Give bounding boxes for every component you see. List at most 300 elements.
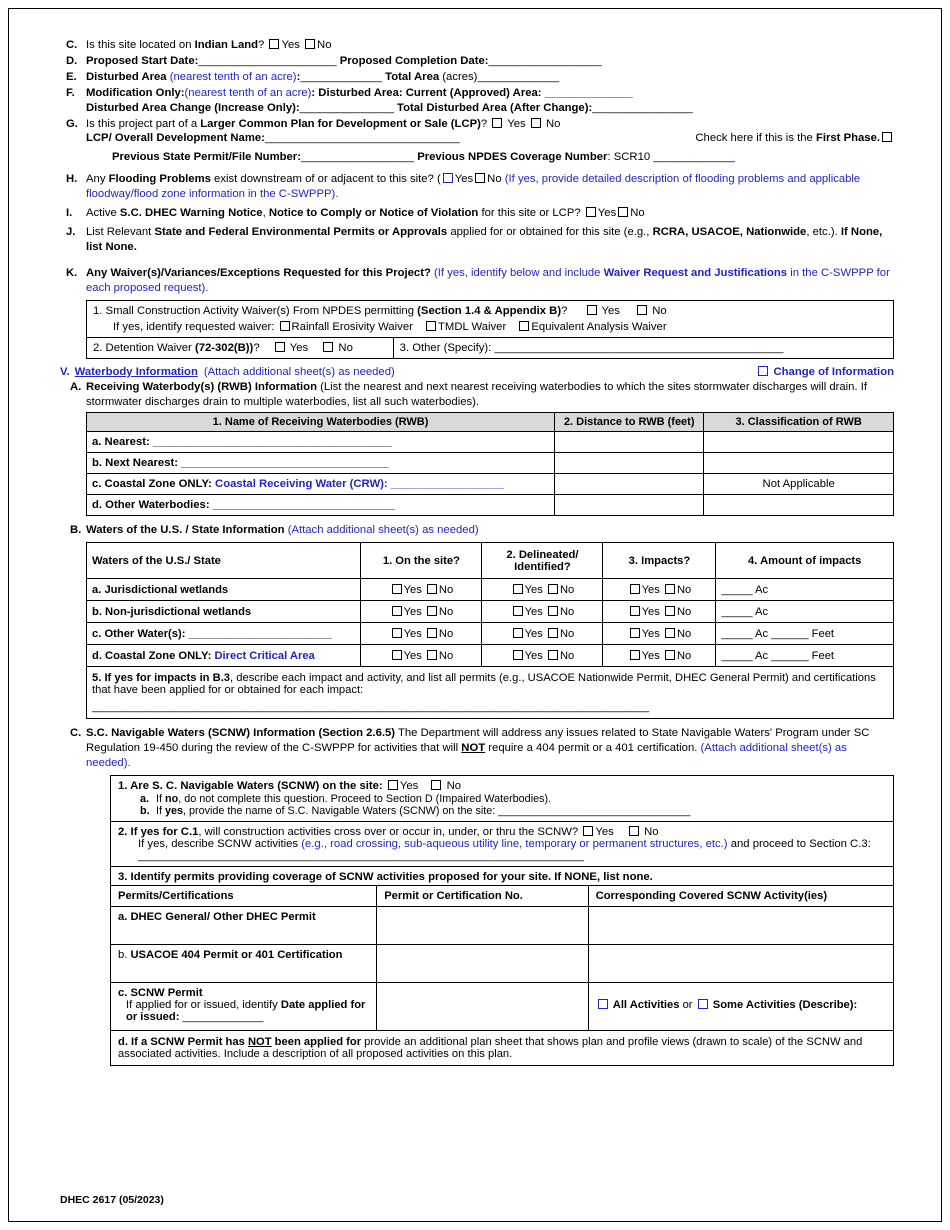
rwb-next-nearest-cell[interactable]	[87, 453, 555, 474]
permit-usacoe-number[interactable]	[377, 945, 588, 983]
table-row	[87, 601, 894, 623]
rwb-nearest-cell[interactable]	[87, 432, 555, 453]
scnw-q1a	[140, 793, 886, 805]
scnw-box	[110, 775, 894, 1066]
scnw-q1-cell	[111, 776, 894, 822]
wus-coastal-amount[interactable]	[716, 645, 894, 667]
previous-permit-label: Previous State Permit/File Number:	[112, 151, 301, 164]
no-label: No	[559, 605, 575, 618]
yes-label: Yes	[641, 583, 660, 596]
scnw-q1a-text2: , do not complete this question. Proceed to Section D (Impaired Waterbodies).	[178, 793, 552, 806]
wus-note-text: , describe each impact and activity, and list all permits (e.g., USACOE Nationwide Permit, DHEC General Permit) and certifications that have been applied for or obtained for each impact:	[92, 672, 876, 697]
wus-nonjurisdictional-amount[interactable]	[716, 601, 894, 623]
nonjurisdictional-impacts-yes-checkbox[interactable]	[630, 606, 640, 616]
scnw-q1-label: 1. Are S. C. Navigable Waters (SCNW) on the site:	[118, 780, 383, 793]
wus-coastal-delineated[interactable]	[482, 645, 603, 667]
lcp-no-checkbox[interactable]	[531, 118, 541, 128]
other-waiver-cell[interactable]	[393, 337, 893, 358]
rwb-coastal-cell[interactable]	[87, 474, 555, 495]
wus-note-row	[87, 667, 894, 719]
warning-text3: for this site or LCP?	[478, 207, 581, 220]
scnw-q2-row	[111, 822, 894, 867]
total-disturbed-after-label: Total Disturbed Area (After Change):	[397, 101, 593, 114]
nonjurisdictional-onsite-yes-checkbox[interactable]	[392, 606, 402, 616]
lcp-name-label: LCP/ Overall Development Name:	[86, 132, 265, 145]
first-phase-checkbox[interactable]	[882, 132, 892, 142]
wus-coastal-label	[87, 645, 361, 667]
lcp-name-input[interactable]: _______________________________	[264, 132, 460, 145]
detention-no-label: No	[338, 341, 353, 354]
rwb-nearest-distance[interactable]	[555, 432, 704, 453]
scnw-onsite-no-checkbox[interactable]	[431, 780, 441, 790]
yes-label: Yes	[641, 605, 660, 618]
table-row	[87, 495, 894, 516]
scnw-q1b	[140, 805, 886, 817]
wus-note-blank[interactable]: ______________________________________________________________________________________________	[92, 701, 649, 714]
scnw-q1a-letter: a.	[140, 793, 150, 806]
yes-label: Yes	[403, 583, 422, 596]
permit-scnw-number[interactable]	[377, 983, 588, 1031]
item-i-letter: I.	[66, 207, 73, 220]
permit-usacoe-label	[111, 945, 377, 983]
wus-other-label[interactable]: c. Other Water(s): _______________________	[87, 623, 361, 645]
other-delineated-no-checkbox[interactable]	[548, 628, 558, 638]
permit-scnw-title: c. SCNW Permit	[118, 987, 203, 1000]
wus-jurisdictional-label: a. Jurisdictional wetlands	[87, 579, 361, 601]
receiving-waterbodies-table	[86, 412, 894, 516]
small-construction-waiver-q: ?	[561, 304, 568, 317]
yes-label: Yes	[524, 627, 543, 640]
lcp-bold: Larger Common Plan for Development or Sale (LCP)	[200, 117, 481, 130]
rwb-coastal-blue: Coastal Receiving Water (CRW): __________________	[211, 478, 504, 491]
current-approved-area-label[interactable]: : Disturbed Area: Current (Approved) Area: ______________	[311, 86, 633, 99]
small-construction-waiver-ref: (Section 1.4 & Appendix B)	[417, 304, 562, 317]
rwb-nearest-label: a. Nearest: ______________________________________	[92, 436, 392, 449]
permit-scnw-sub2[interactable]: _____________	[179, 1011, 264, 1024]
yes-label: Yes	[524, 649, 543, 662]
no-label: No	[559, 583, 575, 596]
rwb-info-text: (List the nearest and next nearest receiving waterbodies to which the sites stormwater discharges will drain. If stormwater discharges drain to multiple waterbodies, list all such waterbodies).	[86, 380, 868, 408]
coastal-impacts-yes-checkbox[interactable]	[630, 650, 640, 660]
item-j-letter: J.	[66, 225, 76, 238]
item-c-bold: Indian Land	[194, 39, 259, 51]
proposed-completion-date-input[interactable]: __________________	[488, 54, 602, 67]
table-row	[111, 983, 894, 1031]
section-v-number: V.	[60, 365, 70, 378]
jurisdictional-delineated-no-checkbox[interactable]	[548, 584, 558, 594]
scnw-cross-yes-checkbox[interactable]	[583, 826, 593, 836]
jurisdictional-impacts-yes-checkbox[interactable]	[630, 584, 640, 594]
coastal-onsite-no-checkbox[interactable]	[427, 650, 437, 660]
permit-final-note	[111, 1031, 894, 1066]
detention-no-checkbox[interactable]	[323, 342, 333, 352]
yes-label: Yes	[641, 649, 660, 662]
item-i	[60, 206, 894, 221]
scnw-q1a-bold: no	[165, 793, 179, 806]
tmdl-waiver-checkbox[interactable]	[426, 321, 436, 331]
warning-text1: Active	[86, 207, 120, 220]
permit-dhec-label: a. DHEC General/ Other DHEC Permit	[111, 907, 377, 945]
total-area-note: (acres)	[442, 70, 478, 83]
detention-yes-label: Yes	[289, 341, 309, 354]
coastal-delineated-no-checkbox[interactable]	[548, 650, 558, 660]
wus-other-delineated[interactable]	[482, 623, 603, 645]
wus-jurisdictional-delineated[interactable]	[482, 579, 603, 601]
proposed-start-date-label: Proposed Start Date:	[86, 54, 199, 67]
coastal-onsite-yes-checkbox[interactable]	[392, 650, 402, 660]
other-impacts-yes-checkbox[interactable]	[630, 628, 640, 638]
some-activities-checkbox[interactable]	[698, 999, 708, 1009]
scnw-q1-row	[111, 776, 894, 822]
wus-jurisdictional-impacts[interactable]	[603, 579, 716, 601]
other-delineated-yes-checkbox[interactable]	[513, 628, 523, 638]
permit-final-bold2: been applied for	[271, 1036, 362, 1049]
item-c-text-after: ?	[258, 39, 265, 51]
nonjurisdictional-onsite-no-checkbox[interactable]	[427, 606, 437, 616]
no-label: No	[438, 649, 454, 662]
small-construction-waiver-label: 1. Small Construction Activity Waiver(s) From NPDES permitting	[93, 304, 418, 317]
wus-note-bold: 5. If yes for impacts in B.3	[92, 672, 231, 685]
flooding-text1: Any	[86, 173, 109, 186]
scnw-info-not: NOT	[461, 742, 486, 755]
table-row	[87, 579, 894, 601]
permit-usacoe-prefix: b.	[118, 949, 131, 962]
wus-nonjurisdictional-onsite[interactable]	[361, 601, 482, 623]
flooding-yes-checkbox[interactable]	[443, 173, 453, 183]
scnw-q2-cell	[111, 822, 894, 867]
rwb-nearest-class[interactable]	[704, 432, 894, 453]
yes-label: Yes	[524, 583, 543, 596]
item-g	[60, 117, 894, 166]
wus-nonjurisdictional-label: b. Non-jurisdictional wetlands	[87, 601, 361, 623]
section-v-header	[60, 366, 894, 378]
permit-scnw-sub1: If applied for or issued, identify	[126, 999, 281, 1012]
flooding-text2: exist downstream of or adjacent to this site? (	[210, 173, 441, 186]
wus-other-impacts[interactable]	[603, 623, 716, 645]
scnw-onsite-no-label: No	[446, 780, 462, 793]
scnw-q3-label: 3. Identify permits providing coverage of SCNW activities proposed for your site. If NONE, list none.	[118, 871, 653, 884]
rwb-coastal-class: Not Applicable	[704, 474, 894, 495]
wus-header-amount: 4. Amount of impacts	[716, 543, 894, 579]
waiver-question: Any Waiver(s)/Variances/Exceptions Requested for this Project?	[86, 266, 431, 279]
amount-ac-field: _____ Ac	[721, 649, 769, 662]
item-d-letter: D.	[66, 54, 78, 67]
scnw-q3-cell	[111, 867, 894, 886]
scnw-q1a-text1: If	[156, 793, 165, 806]
no-label: No	[676, 583, 692, 596]
rwb-coastal-distance[interactable]	[555, 474, 704, 495]
warning-no-label: No	[630, 207, 645, 220]
wus-nonjurisdictional-impacts[interactable]	[603, 601, 716, 623]
previous-npdes-label: Previous NPDES Coverage Number	[417, 151, 608, 164]
scnw-q2-label: 2. If yes for C.1	[118, 826, 199, 839]
item-g-letter: G.	[66, 117, 78, 130]
table-row	[87, 432, 894, 453]
section-v-subtitle: (Attach additional sheet(s) as needed)	[203, 365, 395, 378]
yes-label: Yes	[641, 627, 660, 640]
section-v-b-letter: B.	[70, 524, 82, 537]
no-label: No	[559, 627, 575, 640]
proposed-start-date-input[interactable]: ______________________	[198, 54, 337, 67]
detention-waiver-label: 2. Detention Waiver	[93, 341, 195, 354]
scnw-q1b-text1: If	[156, 805, 165, 818]
item-j	[60, 225, 894, 255]
waiver-row-1	[87, 300, 894, 321]
yes-label: Yes	[403, 627, 422, 640]
waiver-note-b: in the C-SWPPP for each proposed request).	[86, 266, 890, 294]
nonjurisdictional-impacts-no-checkbox[interactable]	[665, 606, 675, 616]
scnw-q2-sub2[interactable]: and proceed to Section C.3: _______________________________________________________________________	[138, 838, 871, 863]
scw-no-label: No	[652, 304, 667, 317]
wus-other-amount[interactable]	[716, 623, 894, 645]
scnw-permit-table	[110, 885, 894, 1066]
permits-bold1: State and Federal Environmental Permits or Approvals	[154, 225, 448, 238]
flooding-note: (If yes, provide detailed description of flooding problems and applicable floodway/flood zone information in the C-SWPPP).	[86, 173, 861, 201]
wus-info-note: (Attach additional sheet(s) as needed)	[287, 524, 479, 537]
all-activities-checkbox[interactable]	[598, 999, 608, 1009]
amount-feet-field: ______ Feet	[771, 649, 835, 662]
change-of-information[interactable]	[756, 366, 894, 378]
amount-ac-field: _____ Ac	[721, 605, 769, 618]
no-label: No	[438, 605, 454, 618]
permit-header-row	[111, 886, 894, 907]
scnw-q1b-letter: b.	[140, 805, 150, 818]
rwb-next-nearest-class[interactable]	[704, 453, 894, 474]
rwb-other-class[interactable]	[704, 495, 894, 516]
wus-info-bold: Waters of the U.S. / State Information	[86, 524, 285, 537]
other-onsite-no-checkbox[interactable]	[427, 628, 437, 638]
permit-usacoe-bold: USACOE 404 Permit or 401 Certification	[130, 949, 343, 962]
total-area-label: Total Area	[385, 70, 440, 83]
wus-nonjurisdictional-delineated[interactable]	[482, 601, 603, 623]
scnw-q2-sub-blue: (e.g., road crossing, sub-aqueous utility line, temporary or permanent structures, etc.)	[301, 838, 728, 851]
flooding-no-checkbox[interactable]	[475, 173, 485, 183]
table-row	[87, 474, 894, 495]
indian-land-no-label: No	[317, 39, 332, 51]
lcp-yes-checkbox[interactable]	[492, 118, 502, 128]
permit-scnw-label	[111, 983, 377, 1031]
item-e-letter: E.	[66, 70, 77, 83]
other-onsite-yes-checkbox[interactable]	[392, 628, 402, 638]
waiver-note-a: (If yes, identify below and include	[434, 266, 604, 279]
nonjurisdictional-delineated-yes-checkbox[interactable]	[513, 606, 523, 616]
rwb-other-distance[interactable]	[555, 495, 704, 516]
yes-label: Yes	[524, 605, 543, 618]
scnw-q2-sub1: If yes, describe SCNW activities	[138, 838, 302, 851]
wus-jurisdictional-onsite[interactable]	[361, 579, 482, 601]
amount-ac-field: _____ Ac	[721, 583, 769, 596]
permit-header-activity: Corresponding Covered SCNW Activity(ies)	[588, 886, 893, 907]
scnw-q2-text: , will construction activities cross over or occur in, under, or thru the SCNW?	[198, 826, 579, 839]
permit-scnw-activity[interactable]	[588, 983, 893, 1031]
flooding-no-label: No	[487, 173, 502, 186]
wus-coastal-label-text: d. Coastal Zone ONLY:	[92, 649, 212, 662]
wus-header-row	[87, 543, 894, 579]
warning-bold2: Notice to Comply or Notice of Violation	[268, 207, 479, 220]
item-h	[60, 172, 894, 202]
flooding-bold: Flooding Problems	[108, 173, 211, 186]
first-phase-end: .	[876, 132, 880, 145]
section-v-c-letter: C.	[70, 727, 82, 740]
wus-header-label: Waters of the U.S./ State	[87, 543, 361, 579]
jurisdictional-onsite-yes-checkbox[interactable]	[392, 584, 402, 594]
waiver-note-bold: Waiver Request and Justifications	[603, 266, 788, 279]
warning-yes-label: Yes	[597, 207, 617, 220]
waters-us-state-table	[86, 542, 894, 719]
warning-text2: ,	[262, 207, 269, 220]
permit-final-row	[111, 1031, 894, 1066]
scnw-info-text2: require a 404 permit or a 401 certification.	[485, 742, 701, 755]
indian-land-yes-checkbox[interactable]	[269, 39, 279, 49]
yes-label: Yes	[403, 649, 422, 662]
scnw-onsite-yes-label: Yes	[399, 780, 419, 793]
scnw-info-text1: The Department will address any issues related to State Navigable Waters' Program under SC Regulation 19-450 during the review of the C-SWPPP for activities that will	[86, 727, 870, 755]
rwb-coastal-label: c. Coastal Zone ONLY:	[92, 478, 212, 491]
scnw-table	[110, 775, 894, 886]
scnw-q2-sub	[138, 838, 886, 862]
waiver-row-1-sub	[87, 321, 894, 338]
wus-header-delineated: 2. Delineated/ Identified?	[482, 543, 603, 579]
scw-sub-label: If yes, identify requested waiver:	[113, 320, 275, 333]
table-row	[111, 945, 894, 983]
activities-or: or	[679, 999, 696, 1012]
total-disturbed-after-input[interactable]: ________________	[592, 101, 693, 114]
permits-text3: , etc.).	[806, 225, 841, 238]
rwb-other-label: d. Other Waterbodies: _____________________________	[92, 499, 395, 512]
scnw-q1b-text2[interactable]: , provide the name of S.C. Navigable Waters (SCNW) on the site: ________________________________	[183, 805, 691, 818]
section-v-b	[60, 523, 894, 538]
permit-scnw-sub-bold: Date applied for or issued:	[126, 999, 366, 1024]
amount-feet-field: ______ Feet	[771, 627, 835, 640]
lcp-no-label: No	[545, 117, 561, 130]
permits-bold3: If None, list None.	[86, 225, 883, 253]
permits-text1: List Relevant	[86, 225, 155, 238]
rainfall-erosivity-waiver-checkbox[interactable]	[280, 321, 290, 331]
item-c-text: Is this site located on	[86, 39, 195, 51]
disturbed-area-input[interactable]: _____________	[300, 70, 383, 83]
permit-dhec-activity[interactable]	[588, 907, 893, 945]
coastal-impacts-no-checkbox[interactable]	[665, 650, 675, 660]
nonjurisdictional-delineated-no-checkbox[interactable]	[548, 606, 558, 616]
permit-header-type: Permits/Certifications	[111, 886, 377, 907]
no-label: No	[559, 649, 575, 662]
detention-waiver-q: ?	[253, 341, 260, 354]
proposed-completion-date-label: Proposed Completion Date:	[339, 54, 489, 67]
no-label: No	[438, 583, 454, 596]
scnw-info-bold: S.C. Navigable Waters (SCNW) Information (Section 2.6.5)	[86, 727, 396, 740]
other-waiver-label: 3. Other (Specify): ______________________________________________	[399, 341, 784, 354]
scnw-onsite-yes-checkbox[interactable]	[388, 780, 398, 790]
detention-yes-checkbox[interactable]	[275, 342, 285, 352]
scnw-cross-no-checkbox[interactable]	[629, 826, 639, 836]
some-activities-label: Some Activities (Describe):	[712, 999, 858, 1012]
flooding-yes-label: Yes	[454, 173, 474, 186]
previous-permit-input[interactable]: __________________	[300, 151, 415, 164]
item-h-letter: H.	[66, 173, 78, 186]
previous-npdes-input[interactable]: : SCR10 _____________	[607, 151, 735, 164]
equivalent-analysis-waiver-label: Equivalent Analysis Waiver	[531, 320, 667, 333]
no-label: No	[676, 605, 692, 618]
permits-text2: applied for or obtained for this site (e.g.,	[447, 225, 653, 238]
item-f	[60, 86, 894, 116]
modification-only-label: Modification Only:	[86, 86, 185, 99]
jurisdictional-impacts-no-checkbox[interactable]	[665, 584, 675, 594]
scw-yes-checkbox[interactable]	[587, 305, 597, 315]
waiver-row-2	[87, 337, 894, 358]
permit-header-number: Permit or Certification No.	[377, 886, 588, 907]
wus-coastal-label-blue: Direct Critical Area	[211, 649, 315, 662]
scnw-info-note: (Attach additional sheet(s) as needed).	[86, 742, 847, 770]
permits-bold2: RCRA, USACOE, Nationwide	[652, 225, 807, 238]
permit-final-not: NOT	[247, 1036, 272, 1049]
scnw-q3-row	[111, 867, 894, 886]
section-v-c	[60, 726, 894, 771]
wus-coastal-onsite[interactable]	[361, 645, 482, 667]
scw-no-checkbox[interactable]	[637, 305, 647, 315]
tmdl-waiver-label: TMDL Waiver	[438, 320, 507, 333]
disturbed-area-change-input[interactable]: _______________	[299, 101, 394, 114]
item-d	[60, 54, 894, 69]
lcp-q: ?	[480, 117, 488, 130]
rwb-header-distance: 2. Distance to RWB (feet)	[555, 413, 704, 432]
other-impacts-no-checkbox[interactable]	[665, 628, 675, 638]
no-label: No	[676, 649, 692, 662]
rainfall-erosivity-waiver-label: Rainfall Erosivity Waiver	[291, 320, 413, 333]
rwb-other-cell[interactable]	[87, 495, 555, 516]
no-label: No	[676, 627, 692, 640]
change-of-information-checkbox[interactable]	[758, 366, 768, 376]
first-phase-text: Check here if this is the	[695, 132, 816, 145]
lcp-yes-label: Yes	[507, 117, 526, 130]
warning-bold1: S.C. DHEC Warning Notice	[119, 207, 263, 220]
warning-yes-checkbox[interactable]	[586, 207, 596, 217]
section-v-title: Waterbody Information	[74, 365, 198, 378]
jurisdictional-onsite-no-checkbox[interactable]	[427, 584, 437, 594]
rwb-header-name: 1. Name of Receiving Waterbodies (RWB)	[87, 413, 555, 432]
coastal-delineated-yes-checkbox[interactable]	[513, 650, 523, 660]
equivalent-analysis-waiver-checkbox[interactable]	[519, 321, 529, 331]
wus-coastal-impacts[interactable]	[603, 645, 716, 667]
indian-land-no-checkbox[interactable]	[305, 39, 315, 49]
all-activities-label: All Activities	[612, 999, 680, 1012]
yes-label: Yes	[403, 605, 422, 618]
wus-jurisdictional-amount[interactable]	[716, 579, 894, 601]
total-area-input[interactable]: _____________	[477, 70, 560, 83]
permit-dhec-number[interactable]	[377, 907, 588, 945]
section-v-a-letter: A.	[70, 380, 82, 393]
disturbed-area-label: Disturbed Area	[86, 70, 167, 83]
warning-no-checkbox[interactable]	[618, 207, 628, 217]
rwb-next-nearest-distance[interactable]	[555, 453, 704, 474]
modification-only-note: (nearest tenth of an acre)	[184, 86, 312, 99]
permit-final-text: provide an additional plan sheet that shows plan and profile views (drawn to scale) of the SCNW and associated activities. Include a description of all proposed activities on this plan.	[118, 1036, 863, 1061]
table-row	[87, 453, 894, 474]
detention-waiver-ref: (72-302(B))	[194, 341, 254, 354]
rwb-info-bold: Receiving Waterbody(s) (RWB) Information	[86, 380, 317, 393]
wus-header-impacts: 3. Impacts?	[603, 543, 716, 579]
disturbed-area-change-label: Disturbed Area Change (Increase Only):	[86, 101, 300, 114]
table-row	[87, 645, 894, 667]
jurisdictional-delineated-yes-checkbox[interactable]	[513, 584, 523, 594]
wus-impacts-description-cell[interactable]	[87, 667, 894, 719]
wus-other-onsite[interactable]	[361, 623, 482, 645]
form-footer: DHEC 2617 (05/2023)	[60, 1194, 164, 1206]
no-label: No	[438, 627, 454, 640]
wus-header-onsite: 1. On the site?	[361, 543, 482, 579]
scw-yes-label: Yes	[601, 304, 620, 317]
permit-usacoe-activity[interactable]	[588, 945, 893, 983]
scnw-cross-yes-label: Yes	[595, 826, 614, 839]
